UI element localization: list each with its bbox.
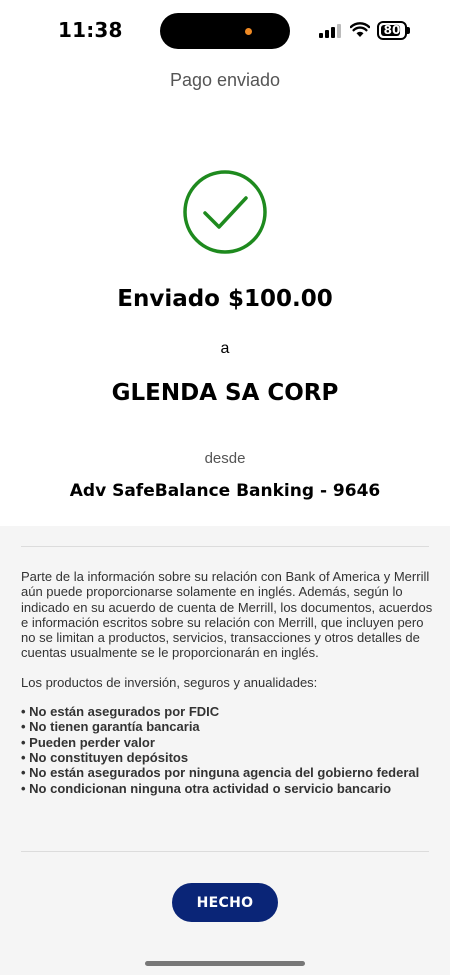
source-account: Adv SafeBalance Banking - 9646 [69,481,381,501]
disclosure-paragraph: Parte de la información sobre su relación con Bank of America y Merrill aún puede proporcionarse solamente en inglés. Además, según lo indicado en su acuerdo de cuenta de Merrill, los documentos, acuerdos e información escritos sobre su relación con Merrill, que incluyen pero no se limitan a productos, servicios, transacciones y otros detalles de cuentas usualmente se le proporcionarán en inglés. [21,569,433,661]
products-intro: Los productos de inversión, seguros y anualidades: [21,674,318,690]
status-bar [0,0,450,62]
battery-level: 80 [383,23,401,37]
disclosure-bullet: • Pueden perder valor [21,735,433,750]
recipient-name: GLENDA SA CORP [111,380,339,406]
home-indicator[interactable] [145,961,305,966]
disclosure-bullet: • No están asegurados por FDIC [21,704,433,719]
disclosure-bullet-list [21,704,433,796]
done-button[interactable]: HECHO [172,883,278,922]
disclosure-bullet: • No están asegurados por ninguna agencia del gobierno federal [21,765,433,780]
from-label: desde [204,450,246,467]
cellular-signal-icon [319,24,341,38]
status-time: 11:38 [58,18,123,42]
wifi-icon [350,22,370,38]
dynamic-island [160,13,290,49]
checkmark-circle-icon [182,169,268,255]
battery-icon [377,21,411,40]
sent-amount: Enviado $100.00 [117,286,333,312]
confirmation-panel [0,62,450,526]
disclosure-bullet: • No tienen garantía bancaria [21,719,433,734]
disclosure-text [21,569,433,796]
disclosure-bullet: • No constituyen depósitos [21,750,433,765]
divider [21,851,429,852]
disclosure-bullet: • No condicionan ninguna otra actividad o servicio bancario [21,781,433,796]
page-title: Pago enviado [169,70,281,90]
to-label: a [220,340,230,357]
privacy-indicator-dot [245,28,252,35]
divider [21,546,429,547]
